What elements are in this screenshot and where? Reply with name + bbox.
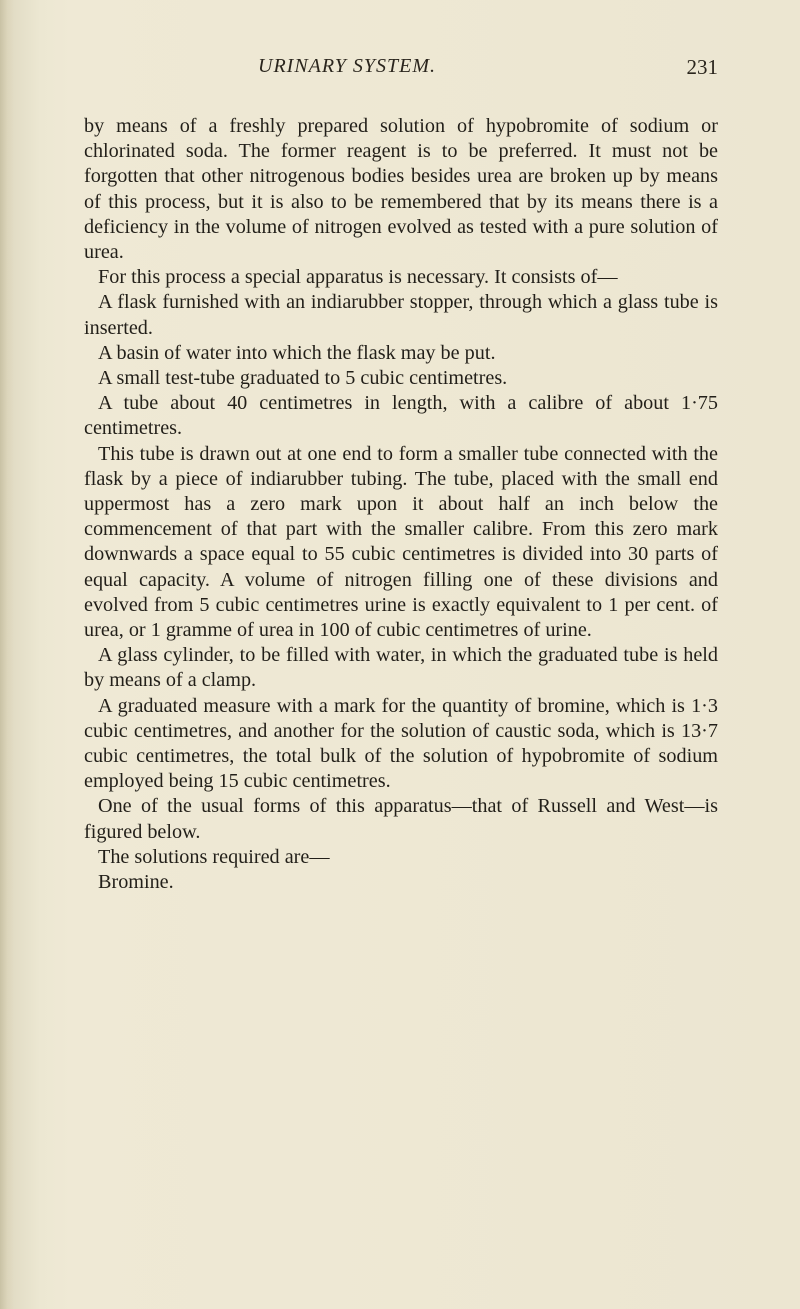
paragraph-solutions-required: The solutions required are—: [98, 845, 330, 868]
running-head: URINARY SYSTEM.: [258, 55, 436, 77]
paragraph-test-tube: A small test-tube graduated to 5 cubic centimetres.: [98, 367, 508, 390]
paragraph-tube-description: This tube is drawn out at one end to form a smaller tube connected with the flask by a piece of indiarubber tubing. The tube, placed with the small end uppermost has a zero mark upon it about half an inch below the commencement of that part with the smaller calibre. From this zero mark downwards a space equal to 55 cubic centimetres is divided into 30 parts of equal capacity. A volume of nitrogen filling one of these divisions and evolved from 5 cubic centimetres urine is exactly equivalent to 1 per cent. of urea, or 1 gramme of urea in 100 of cubic centimetres of urine.: [84, 442, 718, 642]
paragraph-basin: A basin of water into which the flask may be put.: [98, 341, 496, 364]
page-number: 231: [686, 55, 718, 79]
body-text: [84, 114, 718, 895]
paragraph-glass-cylinder: A glass cylinder, to be filled with water, in which the graduated tube is held by means of a clamp.: [84, 644, 718, 692]
page-gutter-shadow: [0, 0, 14, 1309]
paragraph-bromine: Bromine.: [98, 871, 174, 894]
paragraph-continuation: by means of a freshly prepared solution of hypobromite of sodium or chlorinated soda. The former reagent is to be preferred. It must not be forgotten that other nitrogenous bodies besides urea are broken up by means of this process, but it is also to be remembered that by its means there is a deficiency in the volume of nitrogen evolved as tested with a pure solution of urea.: [84, 115, 718, 264]
page-header: [84, 55, 718, 81]
paragraph-apparatus-intro: For this process a special apparatus is necessary. It consists of—: [98, 266, 618, 289]
paragraph-tube: A tube about 40 centimetres in length, with a calibre of about 1·75 centimetres.: [84, 392, 718, 440]
paragraph-flask: A flask furnished with an indiarubber stopper, through which a glass tube is inserted.: [84, 291, 718, 339]
paragraph-russell-west: One of the usual forms of this apparatus—that of Russell and West—is figured below.: [84, 795, 718, 843]
paragraph-graduated-measure: A graduated measure with a mark for the quantity of bromine, which is 1·3 cubic centimetres, and another for the solution of caustic soda, which is 13·7 cubic centimetres, the total bulk of the solution of hypobromite of sodium employed being 15 cubic centimetres.: [84, 694, 718, 793]
